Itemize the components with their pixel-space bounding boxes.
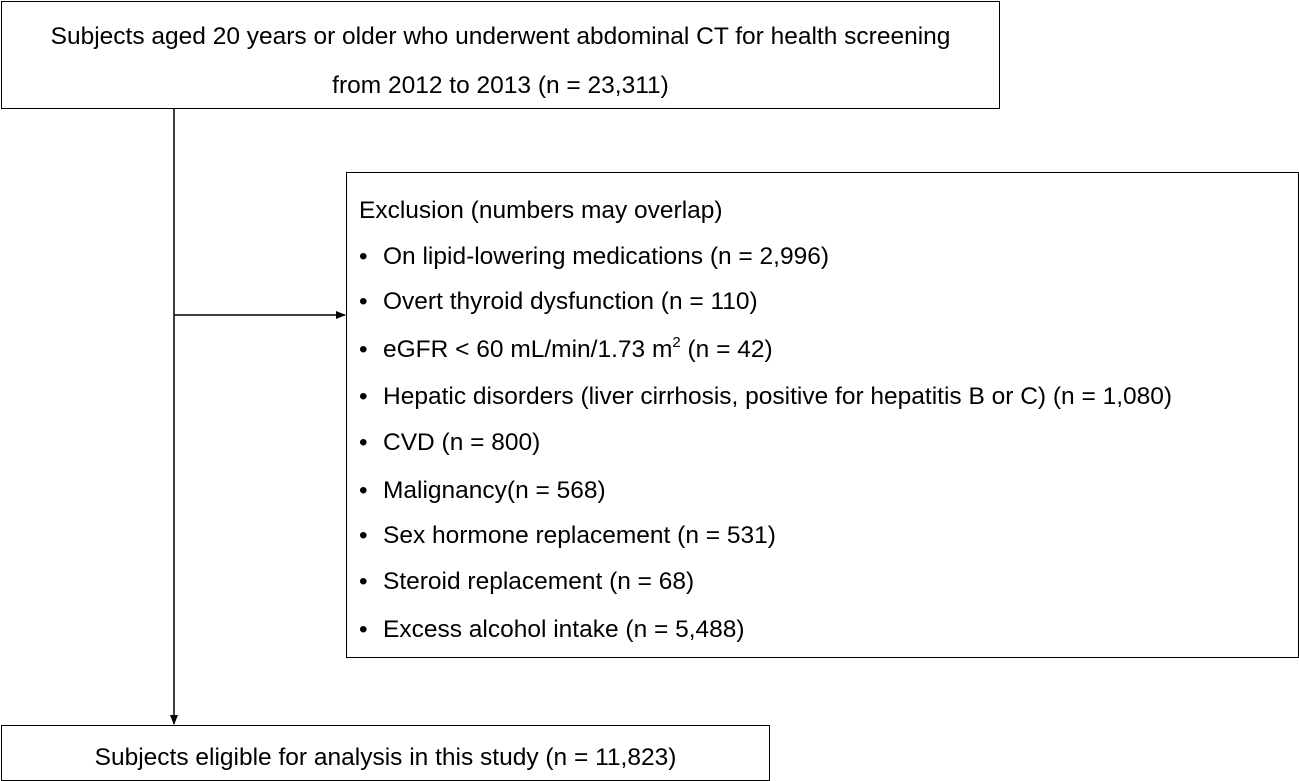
exclusion-item	[359, 477, 606, 505]
initial-population-line-2: from 2012 to 2013 (n = 23,311)	[332, 72, 669, 99]
exclusion-item-label: Excess alcohol intake (n = 5,488)	[383, 616, 745, 643]
exclusion-item-label: CVD (n = 800)	[383, 429, 541, 456]
eligible-population-box	[1, 725, 770, 781]
exclusion-item	[359, 522, 776, 550]
exclusion-item-label-post: (n = 42)	[680, 336, 773, 363]
exclusion-item-label: Sex hormone replacement (n = 531)	[383, 522, 776, 549]
bullet-icon: •	[359, 243, 368, 270]
exclusion-item-label: Steroid replacement (n = 68)	[383, 568, 695, 595]
exclusion-item-label: Overt thyroid dysfunction (n = 110)	[383, 288, 758, 315]
bullet-icon: •	[359, 616, 368, 643]
eligible-population-label: Subjects eligible for analysis in this study (n = 11,823)	[94, 744, 677, 771]
bullet-icon: •	[359, 477, 368, 504]
exclusion-item	[359, 383, 1172, 411]
bullet-icon: •	[359, 336, 368, 363]
exclusion-item	[359, 243, 829, 271]
exclusion-item	[359, 288, 758, 316]
initial-population-line-1: Subjects aged 20 years or older who underwent abdominal CT for health screening	[50, 23, 951, 50]
exclusion-item	[359, 333, 773, 364]
bullet-icon: •	[359, 288, 368, 315]
exclusion-item	[359, 429, 540, 457]
bullet-icon: •	[359, 383, 368, 410]
bullet-icon: •	[359, 429, 368, 456]
exclusion-item	[359, 568, 694, 596]
initial-population-box	[1, 1, 1000, 109]
exclusion-criteria-box	[346, 172, 1299, 658]
exclusion-title: Exclusion (numbers may overlap)	[359, 197, 723, 224]
bullet-icon: •	[359, 568, 368, 595]
exclusion-item-label-pre: eGFR < 60 mL/min/1.73 m	[383, 336, 673, 363]
exclusion-item-superscript: 2	[672, 333, 681, 351]
exclusion-item-label: Hepatic disorders (liver cirrhosis, positive for hepatitis B or C) (n = 1,080)	[383, 383, 1173, 410]
exclusion-item	[359, 616, 745, 644]
bullet-icon: •	[359, 522, 368, 549]
exclusion-item-label: Malignancy(n = 568)	[383, 477, 606, 504]
exclusion-item-label: On lipid-lowering medications (n = 2,996)	[383, 243, 829, 270]
